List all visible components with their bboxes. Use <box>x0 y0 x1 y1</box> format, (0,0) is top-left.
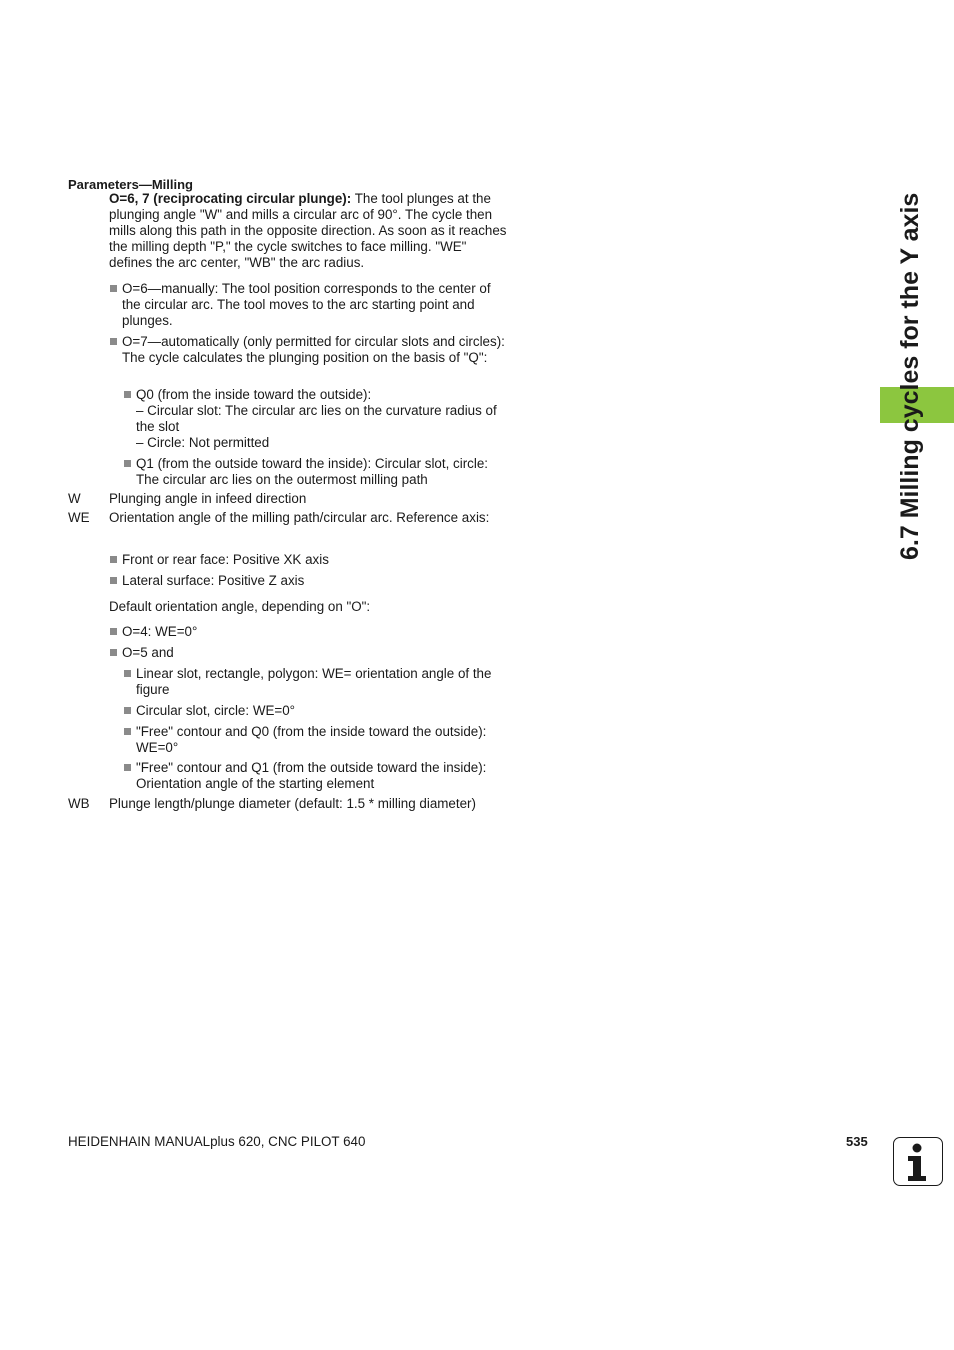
list-item: "Free" contour and Q0 (from the inside toward the outside): WE=0° <box>123 724 510 756</box>
bullet-square-icon <box>124 728 131 735</box>
bullet-square-icon <box>110 649 117 656</box>
section-heading: Parameters—Milling <box>68 177 193 192</box>
bullet-square-icon <box>124 391 131 398</box>
list-item: "Free" contour and Q1 (from the outside toward the inside): Orientation angle of the starting element <box>123 760 510 792</box>
footer-product: HEIDENHAIN MANUALplus 620, CNC PILOT 640 <box>68 1134 366 1149</box>
param-desc: Orientation angle of the milling path/circular arc. Reference axis: <box>109 510 490 525</box>
list-item: O=5 and <box>109 645 510 661</box>
param-desc: Plunging angle in infeed direction <box>109 491 307 506</box>
page-number: 535 <box>846 1134 868 1149</box>
bullet-square-icon <box>124 764 131 771</box>
bullet-square-icon <box>110 338 117 345</box>
list-item: Q1 (from the outside toward the inside): Circular slot, circle: The circular arc lies on the outermost milling path <box>123 456 510 488</box>
bullet-square-icon <box>110 285 117 292</box>
info-glyph-icon <box>894 1138 942 1185</box>
param-term: WE <box>68 510 90 525</box>
info-icon <box>893 1137 943 1186</box>
intro-paragraph <box>109 191 509 271</box>
default-text: Default orientation angle, depending on "O": <box>109 599 371 614</box>
list-item: Lateral surface: Positive Z axis <box>109 573 510 589</box>
intro-text: The tool plunges at the plunging angle "W" and mills a circular arc of 90°. The cycle then mills along this path in the opposite direction. As soon as it reaches the milling depth "P," the cycle switches to face milling. "WE" defines the arc center, "WB" the arc radius. <box>109 191 507 270</box>
bullet-square-icon <box>110 628 117 635</box>
bullet-square-icon <box>110 577 117 584</box>
list-item: Front or rear face: Positive XK axis <box>109 552 510 568</box>
list-item: O=6—manually: The tool position corresponds to the center of the circular arc. The tool moves to the arc starting point and plunges. <box>109 281 510 329</box>
list-item: O=7—automatically (only permitted for circular slots and circles): The cycle calculates the plunging position on the basis of "Q": <box>109 334 510 366</box>
list-item: Circular slot, circle: WE=0° <box>123 703 510 719</box>
bullet-square-icon <box>110 556 117 563</box>
param-term: WB <box>68 796 90 811</box>
param-term: W <box>68 491 81 506</box>
bullet-square-icon <box>124 707 131 714</box>
chapter-side-title: 6.7 Milling cycles for the Y axis <box>896 192 924 560</box>
param-desc: Plunge length/plunge diameter (default: 1.5 * milling diameter) <box>109 796 476 811</box>
bullet-square-icon <box>124 670 131 677</box>
list-item: Q0 (from the inside toward the outside): – Circular slot: The circular arc lies on the curvature radius of the slot – Circle: Not permitted <box>123 387 510 451</box>
list-item: O=4: WE=0° <box>109 624 510 640</box>
intro-bold: O=6, 7 (reciprocating circular plunge): <box>109 191 352 206</box>
bullet-square-icon <box>124 460 131 467</box>
list-item: Linear slot, rectangle, polygon: WE= orientation angle of the figure <box>123 666 510 698</box>
